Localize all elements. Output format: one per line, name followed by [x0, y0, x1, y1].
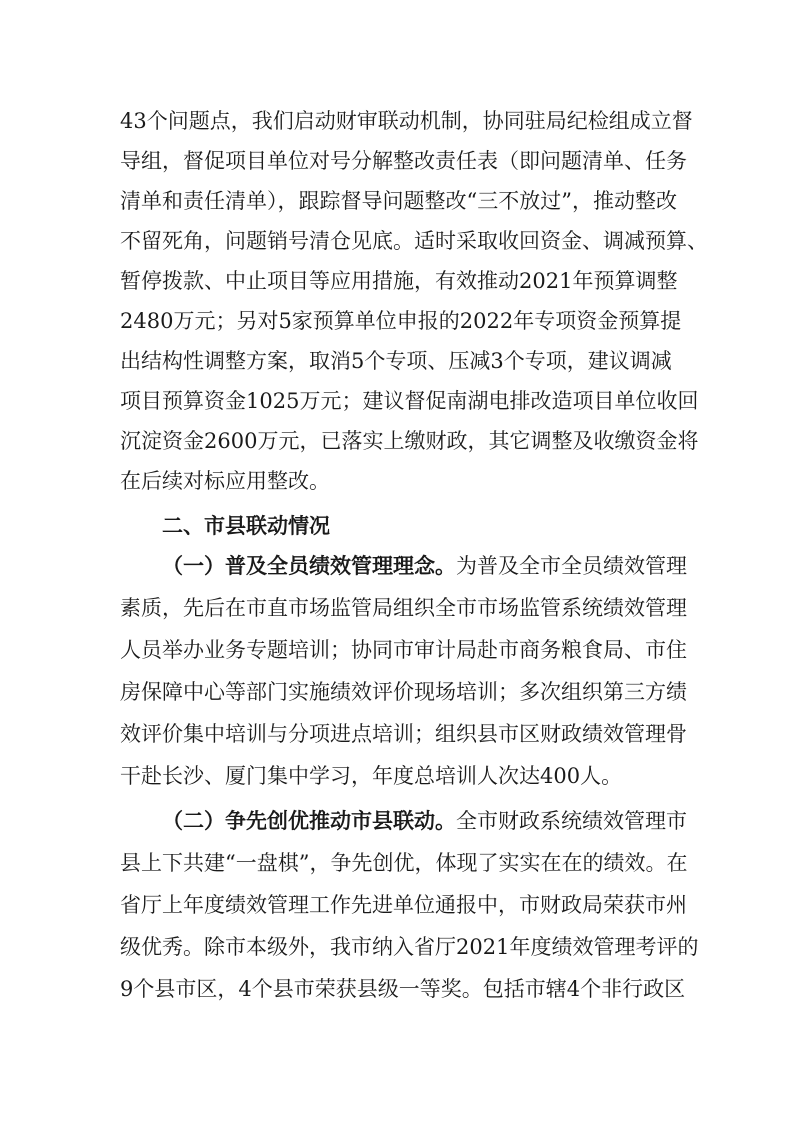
subsection-1-title: （一）普及全员绩效管理理念。	[162, 553, 456, 578]
paragraph-line: 43个问题点，我们启动财审联动机制，协同驻局纪检组成立督	[120, 109, 693, 133]
paragraph-line: 县上下共建“一盘棋”，争先创优，体现了实实在在的绩效。在	[120, 851, 688, 875]
paragraph-line: 干赴长沙、厦门集中学习，年度总培训人次达400人。	[120, 764, 623, 788]
subsection-1-text: 为普及全市全员绩效管理	[456, 554, 687, 578]
section-heading: 二、市县联动情况	[162, 514, 330, 538]
paragraph-line: 不留死角，问题销号清仓见底。适时采取收回资金、调减预算、	[120, 229, 708, 253]
paragraph-line: 效评价集中培训与分项进点培训；组织县市区财政绩效管理骨	[120, 722, 687, 746]
subsection-2-first-line	[162, 803, 687, 839]
paragraph-line: 沉淀资金2600万元，已落实上缴财政，其它调整及收缴资金将	[120, 429, 699, 453]
paragraph-line: 在后续对标应用整改。	[120, 469, 330, 493]
paragraph-line: 级优秀。除市本级外，我市纳入省厅2021年度绩效管理考评的	[120, 935, 699, 959]
subsection-2-text: 全市财政系统绩效管理市	[456, 809, 687, 833]
paragraph-line: 9个县市区，4个县市荣获县级一等奖。包括市辖4个非行政区	[120, 977, 686, 1001]
paragraph-line: 出结构性调整方案，取消5个专项、压减3个专项，建议调减	[120, 349, 672, 373]
paragraph-line: 清单和责任清单），跟踪督导问题整改“三不放过”，推动整改	[120, 189, 677, 213]
paragraph-line: 素质，先后在市直市场监管局组织全市市场监管系统绩效管理	[120, 596, 687, 620]
subsection-2-title: （二）争先创优推动市县联动。	[162, 808, 456, 833]
paragraph-line: 省厅上年度绩效管理工作先进单位通报中，市财政局荣获市州	[120, 893, 687, 917]
paragraph-line: 房保障中心等部门实施绩效评价现场培训；多次组织第三方绩	[120, 680, 687, 704]
paragraph-line: 暂停拨款、中止项目等应用措施，有效推动2021年预算调整	[120, 269, 678, 293]
subsection-1-first-line	[162, 548, 687, 584]
paragraph-line: 导组，督促项目单位对号分解整改责任表（即问题清单、任务	[120, 149, 687, 173]
paragraph-line: 人员举办业务专题培训；协同市审计局赴市商务粮食局、市住	[120, 638, 687, 662]
paragraph-line: 项目预算资金1025万元；建议督促南湖电排改造项目单位收回	[120, 389, 699, 413]
paragraph-line: 2480万元；另对5家预算单位申报的2022年专项资金预算提	[120, 309, 682, 333]
